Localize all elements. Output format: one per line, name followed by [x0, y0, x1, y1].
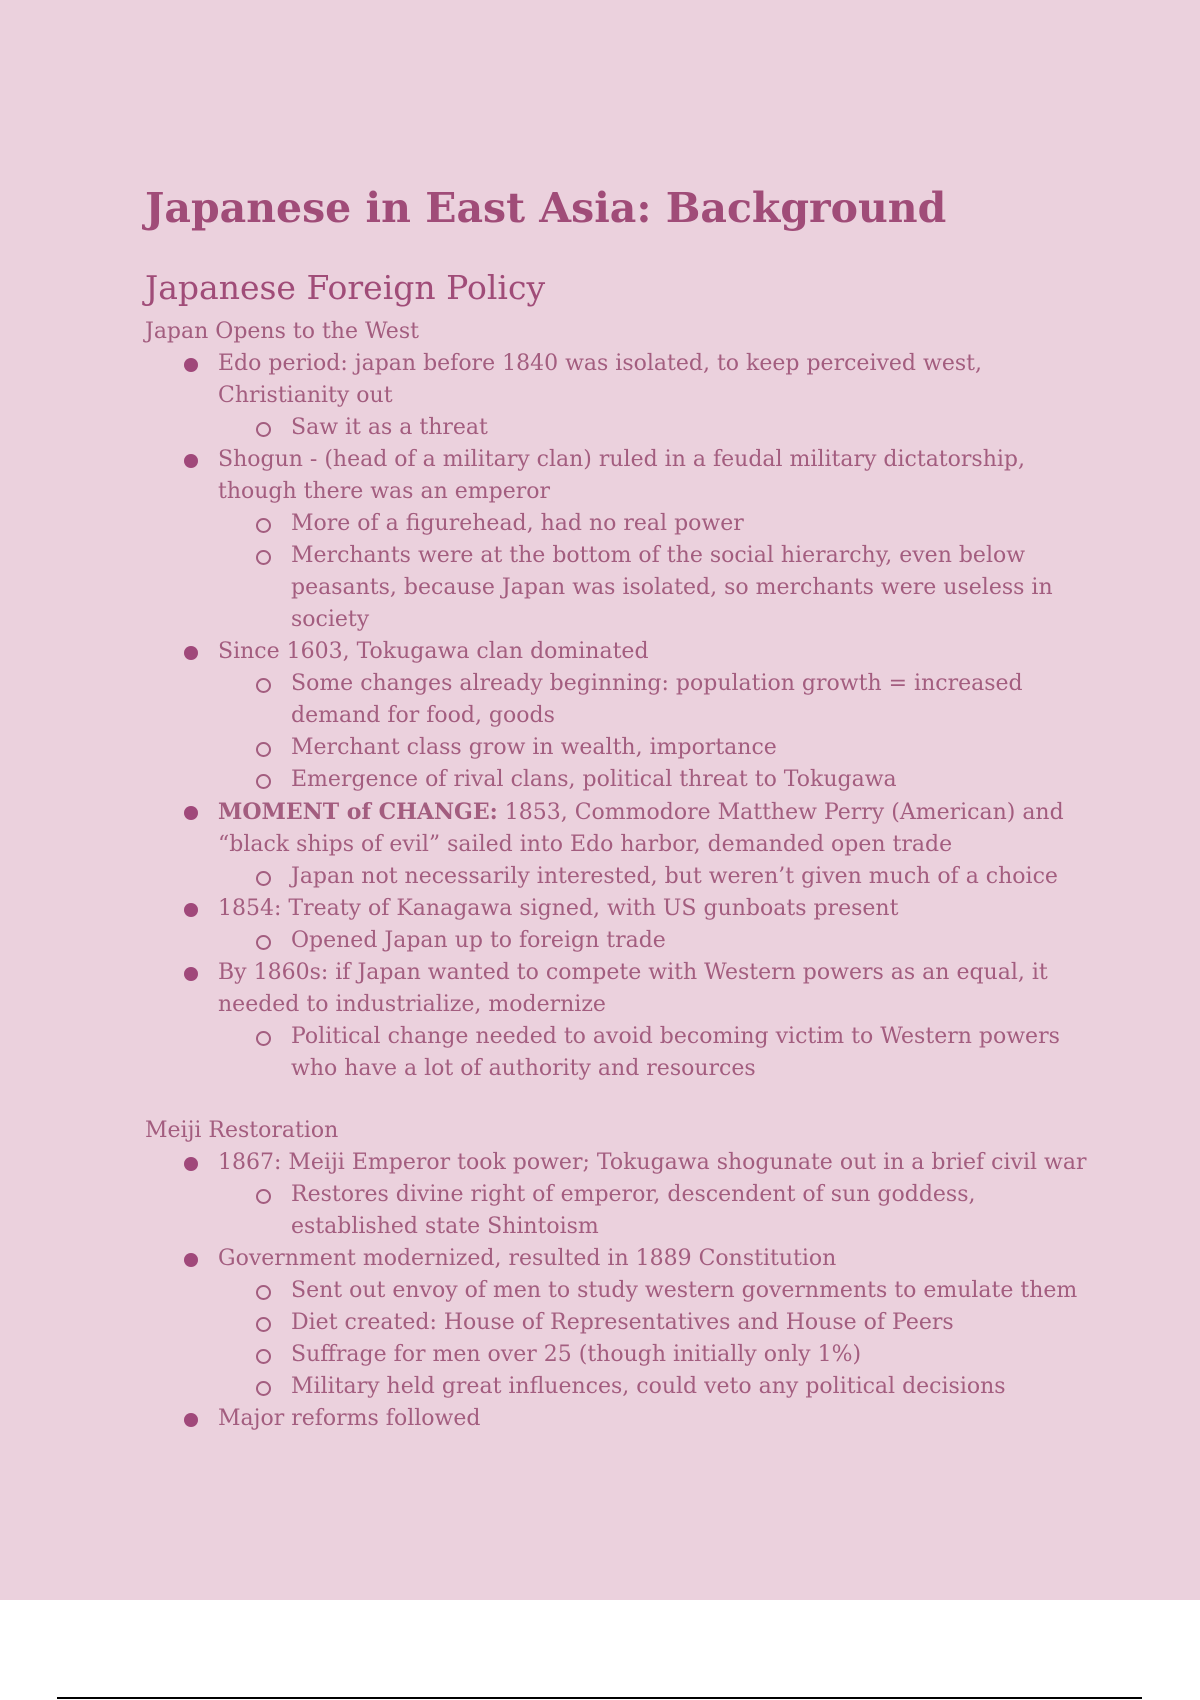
list-item-text: Government modernized, resulted in 1889 Constitution — [218, 1246, 837, 1271]
bullet-circle-icon — [256, 935, 271, 950]
page-title: Japanese in East Asia: Background — [145, 184, 947, 232]
list-item-text: 1867: Meiji Emperor took power; Tokugawa shogunate out in a brief civil war — [218, 1150, 1087, 1175]
sub-list-item — [218, 1339, 1105, 1371]
sub-bullet-list — [218, 861, 1105, 893]
bullet-dot-icon — [184, 1157, 198, 1171]
bullet-circle-icon — [256, 550, 271, 565]
subsection-label-japan-opens: Japan Opens to the West — [145, 319, 419, 344]
sub-bullet-list — [218, 1275, 1105, 1403]
list-item-text: 1854: Treaty of Kanagawa signed, with US gunboats present — [218, 896, 899, 921]
sub-list-item — [218, 1371, 1105, 1403]
sub-list-item-text: Military held great influences, could veto any political decisions — [291, 1374, 1006, 1399]
list-item-text: Edo period: japan before 1840 was isolated, to keep perceived west, Christianity out — [218, 351, 982, 408]
bullet-circle-icon — [256, 518, 271, 533]
bullet-dot-icon — [184, 806, 198, 820]
bullet-circle-icon — [256, 422, 271, 437]
sub-bullet-list — [218, 412, 1105, 444]
list-item — [145, 893, 1105, 957]
moment-of-change-label: MOMENT of CHANGE: — [218, 799, 498, 825]
bullet-circle-icon — [256, 774, 271, 789]
sub-list-item-text: Diet created: House of Representatives and House of Peers — [291, 1310, 954, 1335]
sub-bullet-list — [218, 925, 1105, 957]
bullet-circle-icon — [256, 871, 271, 886]
sub-list-item-text: Japan not necessarily interested, but weren’t given much of a choice — [291, 864, 1058, 889]
bullet-dot-icon — [184, 1253, 198, 1267]
bullet-circle-icon — [256, 1349, 271, 1364]
sub-list-item-text: Opened Japan up to foreign trade — [291, 928, 666, 953]
bullet-dot-icon — [184, 967, 198, 981]
sub-list-item-text: Suffrage for men over 25 (though initially only 1%) — [291, 1342, 862, 1367]
sub-list-item — [218, 540, 1105, 636]
sub-list-item-text: Saw it as a threat — [291, 415, 488, 440]
list-item — [145, 444, 1105, 636]
sub-list-item — [218, 508, 1105, 540]
list-item-text: Major reforms followed — [218, 1406, 481, 1431]
bullet-dot-icon — [184, 903, 198, 917]
sub-list-item-text: Merchant class grow in wealth, importance — [291, 735, 777, 760]
bullet-circle-icon — [256, 1285, 271, 1300]
list-item — [145, 636, 1105, 796]
list-item-text: Since 1603, Tokugawa clan dominated — [218, 639, 649, 664]
sub-bullet-list — [218, 668, 1105, 796]
list-item — [145, 1147, 1105, 1243]
sub-list-item-text: Sent out envoy of men to study western governments to emulate them — [291, 1278, 1078, 1303]
bullet-list — [145, 1147, 1105, 1435]
document-content — [145, 180, 1105, 1435]
list-item-text: Shogun - (head of a military clan) ruled in a feudal military dictatorship, though there was an emperor — [218, 447, 1025, 504]
sub-list-item-text: Merchants were at the bottom of the social hierarchy, even below peasants, because Japan was isolated, so merchants were useless in society — [291, 543, 1053, 632]
list-item-text: By 1860s: if Japan wanted to compete with Western powers as an equal, it needed to industrialize, modernize — [218, 960, 1048, 1017]
bullet-circle-icon — [256, 1381, 271, 1396]
sub-list-item — [218, 925, 1105, 957]
bullet-list — [145, 348, 1105, 1085]
bullet-dot-icon — [184, 454, 198, 468]
sub-bullet-list — [218, 1021, 1105, 1085]
list-item — [145, 957, 1105, 1085]
list-item — [145, 1403, 1105, 1435]
sub-bullet-list — [218, 508, 1105, 636]
sub-list-item — [218, 412, 1105, 444]
sub-list-item — [218, 1179, 1105, 1243]
bullet-circle-icon — [256, 1031, 271, 1046]
section-heading: Japanese Foreign Policy — [145, 268, 546, 307]
sub-list-item-text: Emergence of rival clans, political threat to Tokugawa — [291, 767, 897, 792]
sub-list-item — [218, 668, 1105, 732]
bullet-dot-icon — [184, 358, 198, 372]
sub-list-item-text: Political change needed to avoid becoming victim to Western powers who have a lot of authority and resources — [291, 1024, 1060, 1081]
sub-list-item — [218, 1275, 1105, 1307]
list-item — [145, 348, 1105, 444]
footer-divider — [57, 1697, 1142, 1699]
sub-list-item-text: Some changes already beginning: population growth = increased demand for food, goods — [291, 671, 1023, 728]
sub-list-item-text: More of a figurehead, had no real power — [291, 511, 744, 536]
sub-list-item — [218, 1307, 1105, 1339]
sub-bullet-list — [218, 1179, 1105, 1243]
bullet-dot-icon — [184, 646, 198, 660]
bullet-circle-icon — [256, 1189, 271, 1204]
list-item — [145, 796, 1105, 893]
sub-list-item — [218, 764, 1105, 796]
sub-list-item — [218, 861, 1105, 893]
sub-list-item-text: Restores divine right of emperor, descendent of sun goddess, established state Shintoism — [291, 1182, 976, 1239]
bullet-dot-icon — [184, 1413, 198, 1427]
bullet-circle-icon — [256, 742, 271, 757]
subsection-label-meiji-restoration: Meiji Restoration — [145, 1118, 339, 1143]
list-item — [145, 1243, 1105, 1403]
bullet-circle-icon — [256, 678, 271, 693]
list-item-text: 1853, Commodore Matthew Perry (American) and “black ships of evil” sailed into Edo harbor, demanded open trade — [218, 800, 1064, 857]
bullet-circle-icon — [256, 1317, 271, 1332]
sub-list-item — [218, 1021, 1105, 1085]
sub-list-item — [218, 732, 1105, 764]
